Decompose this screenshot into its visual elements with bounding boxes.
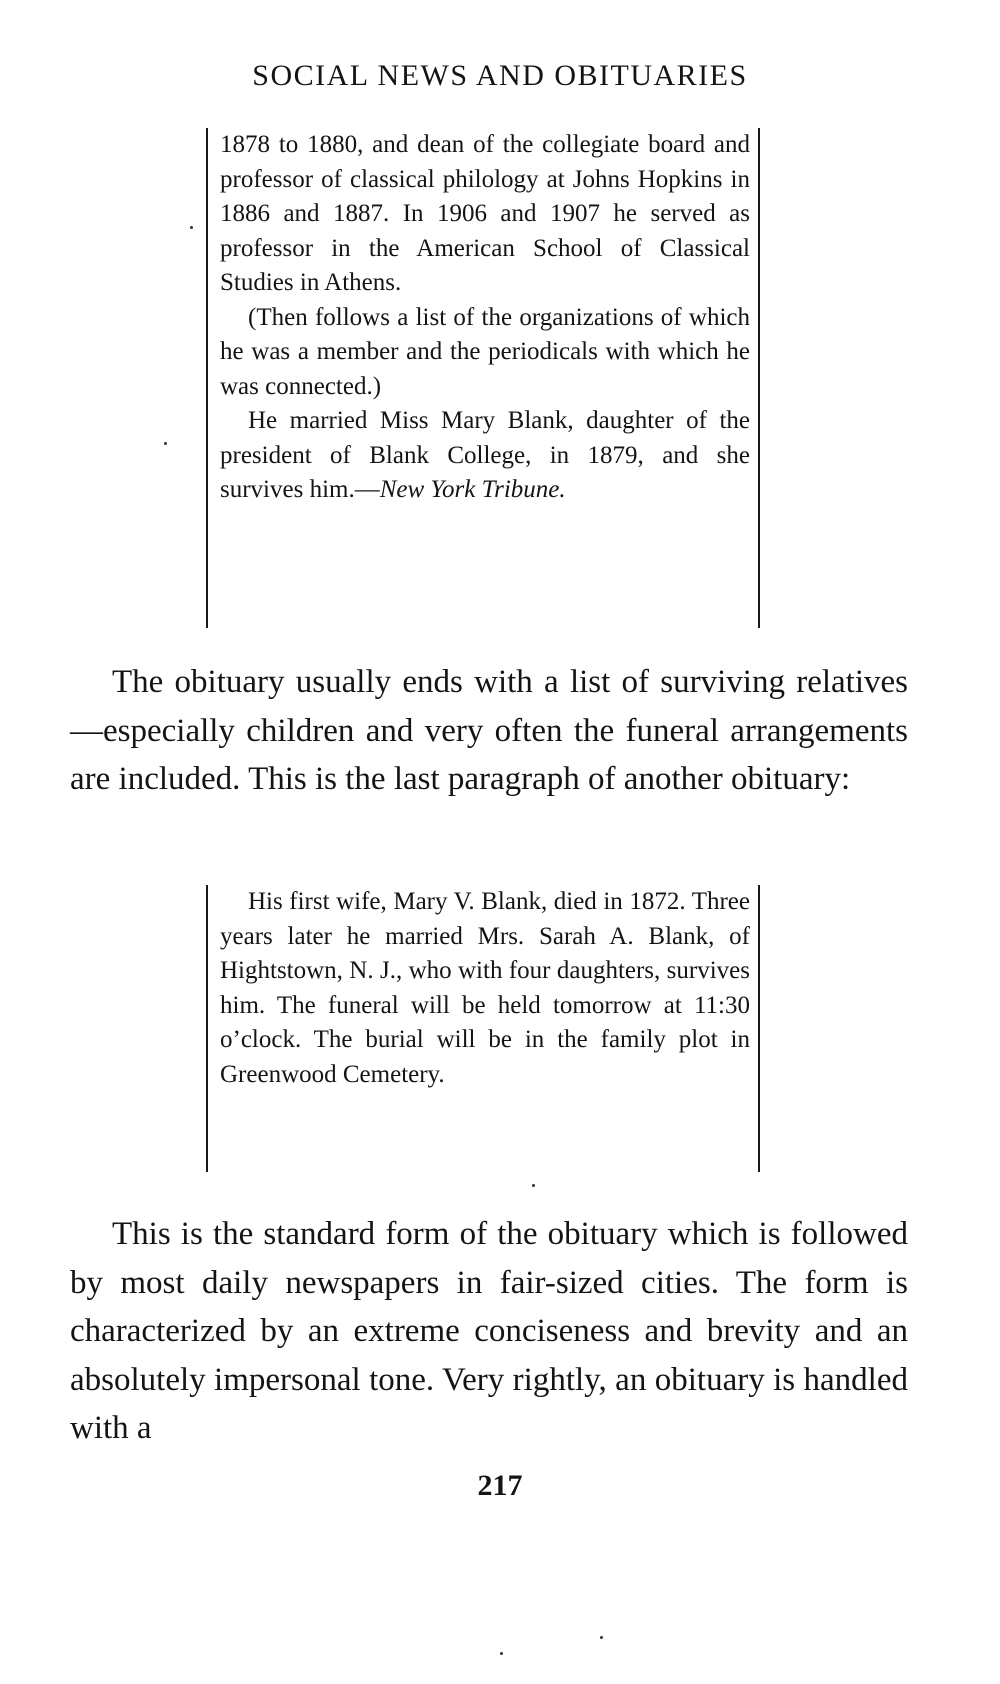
scan-speck [532,1184,535,1187]
scan-speck [164,442,167,445]
body-paragraph-2: This is the standard form of the obituary which is followed by most daily newspapers in fair-sized cities. The form is characterized by an extreme conciseness and brevity and an absolutely impersonal tone. Very rightly, an obituary is handled with a [70,1216,908,1446]
obituary-excerpt-2 [206,885,760,1172]
obituary-excerpt-1 [206,128,760,628]
excerpt-1-paragraph-2: (Then follows a list of the organizations of which he was a member and the periodicals with which he was connected.) [220,303,750,400]
excerpt-1-source: New York Tribune. [379,476,566,503]
scan-speck [500,1652,503,1655]
excerpt-1-paragraph-3-text: He married Miss Mary Blank, daughter of the president of Blank College, in 1879, and she survives him.— [220,407,750,503]
excerpt-1-paragraph-3 [220,404,750,508]
scan-speck [190,226,193,229]
body-paragraph-1: The obituary usually ends with a list of surviving relatives—especially children and very often the funeral arrangements are included. This is the last paragraph of another obituary: [70,664,908,797]
excerpt-2-paragraph-1: His first wife, Mary V. Blank, died in 1872. Three years later he married Mrs. Sarah A. Blank, of Hightstown, N. J., who with four daughters, survives him. The funeral will be held tomorrow at 11:30 o’clock. The burial will be in the family plot in Greenwood Cemetery. [220,888,750,1088]
page-number: 217 [477,1469,523,1502]
scan-speck [600,1636,603,1639]
running-head: SOCIAL NEWS AND OBITUARIES [252,59,748,92]
excerpt-1-paragraph-1: 1878 to 1880, and dean of the collegiate board and professor of classical philology at Johns Hopkins in 1886 and 1887. In 1906 and 1907 he served as professor in the American School of Classical Studies in Athens. [220,131,750,296]
